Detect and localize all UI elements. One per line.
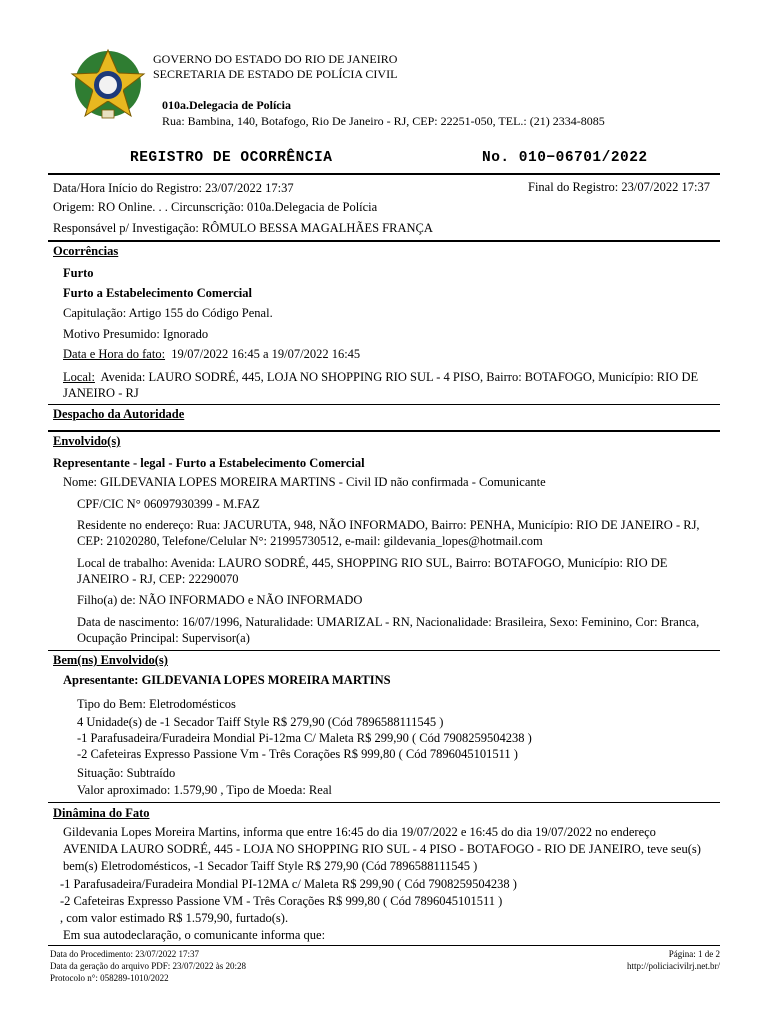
document-number: No. 010−06701/2022 (482, 150, 648, 166)
involved-parents: Filho(a) de: NÃO INFORMADO e NÃO INFORMADO (77, 593, 363, 607)
footer-protocol: Protocolo n°: 058289-1010/2022 (50, 973, 169, 983)
station-address: Rua: Bambina, 140, Botafogo, Rio De Janeiro - RJ, CEP: 22251-050, TEL.: (21) 2334-8085 (162, 114, 605, 128)
narrative-line: Gildevania Lopes Moreira Martins, informa que entre 16:45 do dia 19/07/2022 e 16:45 do dia 19/07/2022 no endereço (63, 825, 656, 839)
footer-procedure-date: Data do Procedimento: 23/07/2022 17:37 (50, 949, 199, 959)
narrative-line: -2 Cafeteiras Expresso Passione VM - Três Corações R$ 999,80 ( Cód 7896045101511 ) (60, 894, 503, 908)
origin: Origem: RO Online. . . Circunscrição: 010a.Delegacia de Polícia (53, 200, 378, 214)
divider (48, 173, 720, 175)
fact-location (63, 369, 723, 401)
narrative-line: AVENIDA LAURO SODRÉ, 445 - LOJA NO SHOPPING RIO SUL - 4 PISO - BOTAFOGO - RIO DE JANEIRO, teve seu(s) (63, 842, 701, 856)
government-name: GOVERNO DO ESTADO DO RIO DE JANEIRO (153, 52, 398, 66)
fact-datetime-value: 19/07/2022 16:45 a 19/07/2022 16:45 (165, 347, 361, 361)
legal-article: Capitulação: Artigo 155 do Código Penal. (63, 306, 273, 320)
narrative-line: -1 Parafusadeira/Furadeira Mondial PI-12MA c/ Maleta R$ 299,90 ( Cód 7908259504238 ) (60, 877, 517, 891)
item-line: -2 Cafeteiras Expresso Passione Vm - Três Corações R$ 999,80 ( Cód 7896045101511 ) (77, 747, 518, 761)
end-datetime: Final do Registro: 23/07/2022 17:37 (528, 180, 710, 194)
divider (48, 240, 720, 242)
involved-residence: Residente no endereço: Rua: JACURUTA, 948, NÃO INFORMADO, Bairro: PENHA, Município: RIO DE JANEIRO - RJ, CEP: 21020280, Telefone/Celular N°: 21995730512, e-mail: gildevania_lopes@hotmail.com (77, 518, 700, 548)
section-heading-ocorrencias: Ocorrências (53, 244, 119, 258)
fact-location-value: Avenida: LAURO SODRÉ, 445, LOJA NO SHOPPING RIO SUL - 4 PISO, Bairro: BOTAFOGO, Município: RIO DE JANEIRO - RJ (63, 370, 702, 400)
item-value: Valor aproximado: 1.579,90 , Tipo de Moeda: Real (77, 783, 332, 797)
fact-datetime-label: Data e Hora do fato: (63, 347, 166, 361)
occurrence-type: Furto (63, 266, 94, 280)
divider (48, 430, 720, 432)
item-status: Situação: Subtraído (77, 766, 176, 780)
footer-pdf-date: Data da geração do arquivo PDF: 23/07/2022 às 20:28 (50, 961, 246, 971)
document-title: REGISTRO DE OCORRÊNCIA (130, 150, 333, 166)
start-datetime: Data/Hora Início do Registro: 23/07/2022 17:37 (53, 181, 294, 195)
involved-birth-info: Data de nascimento: 16/07/1996, Naturalidade: UMARIZAL - RN, Nacionalidade: Brasileira, Sexo: Feminino, Cor: Branca, Ocupação Principal: Supervisor(a) (77, 615, 700, 645)
involved-workplace: Local de trabalho: Avenida: LAURO SODRÉ, 445, SHOPPING RIO SUL, Bairro: BOTAFOGO, Município: RIO DE JANEIRO - RJ, CEP: 22290070 (77, 556, 668, 586)
narrative-line: bem(s) Eletrodomésticos, -1 Secador Taiff Style R$ 279,90 (Cód 7896588111545 ) (63, 859, 478, 873)
narrative-line: , com valor estimado R$ 1.579,90, furtado(s). (60, 911, 289, 925)
section-heading-envolvidos: Envolvido(s) (53, 434, 121, 448)
secretariat-name: SECRETARIA DE ESTADO DE POLÍCIA CIVIL (153, 67, 398, 81)
divider (48, 404, 720, 405)
presenter-name: Apresentante: GILDEVANIA LOPES MOREIRA MARTINS (63, 673, 391, 687)
section-heading-despacho: Despacho da Autoridade (53, 407, 185, 421)
responsible-investigator: Responsável p/ Investigação: RÔMULO BESSA MAGALHÃES FRANÇA (53, 221, 433, 235)
involved-role: Representante - legal - Furto a Estabelecimento Comercial (53, 456, 365, 470)
section-heading-bens: Bem(ns) Envolvido(s) (53, 653, 168, 667)
section-heading-dinamica: Dinâmina do Fato (53, 806, 150, 820)
station-name: 010a.Delegacia de Polícia (162, 98, 291, 112)
narrative-line: Em sua autodeclaração, o comunicante informa que: (63, 928, 326, 942)
involved-cpf: CPF/CIC N° 06097930399 - M.FAZ (77, 497, 260, 511)
footer-page-number: Página: 1 de 2 (668, 949, 720, 959)
police-emblem (60, 46, 156, 126)
divider (48, 945, 720, 946)
fact-location-label: Local: (63, 370, 95, 384)
divider (48, 802, 720, 803)
item-type: Tipo do Bem: Eletrodomésticos (77, 697, 236, 711)
fact-datetime (63, 347, 360, 362)
footer-website-link[interactable]: http://policiacivilrj.net.br/ (627, 961, 720, 971)
divider (48, 650, 720, 651)
item-line: 4 Unidade(s) de -1 Secador Taiff Style R$ 279,90 (Cód 7896588111545 ) (77, 715, 444, 729)
presumed-motive: Motivo Presumido: Ignorado (63, 327, 209, 341)
occurrence-subtype: Furto a Estabelecimento Comercial (63, 286, 252, 300)
item-line: -1 Parafusadeira/Furadeira Mondial Pi-12ma C/ Maleta R$ 299,90 ( Cód 7908259504238 ) (77, 731, 532, 745)
involved-name: Nome: GILDEVANIA LOPES MOREIRA MARTINS - Civil ID não confirmada - Comunicante (63, 475, 546, 489)
